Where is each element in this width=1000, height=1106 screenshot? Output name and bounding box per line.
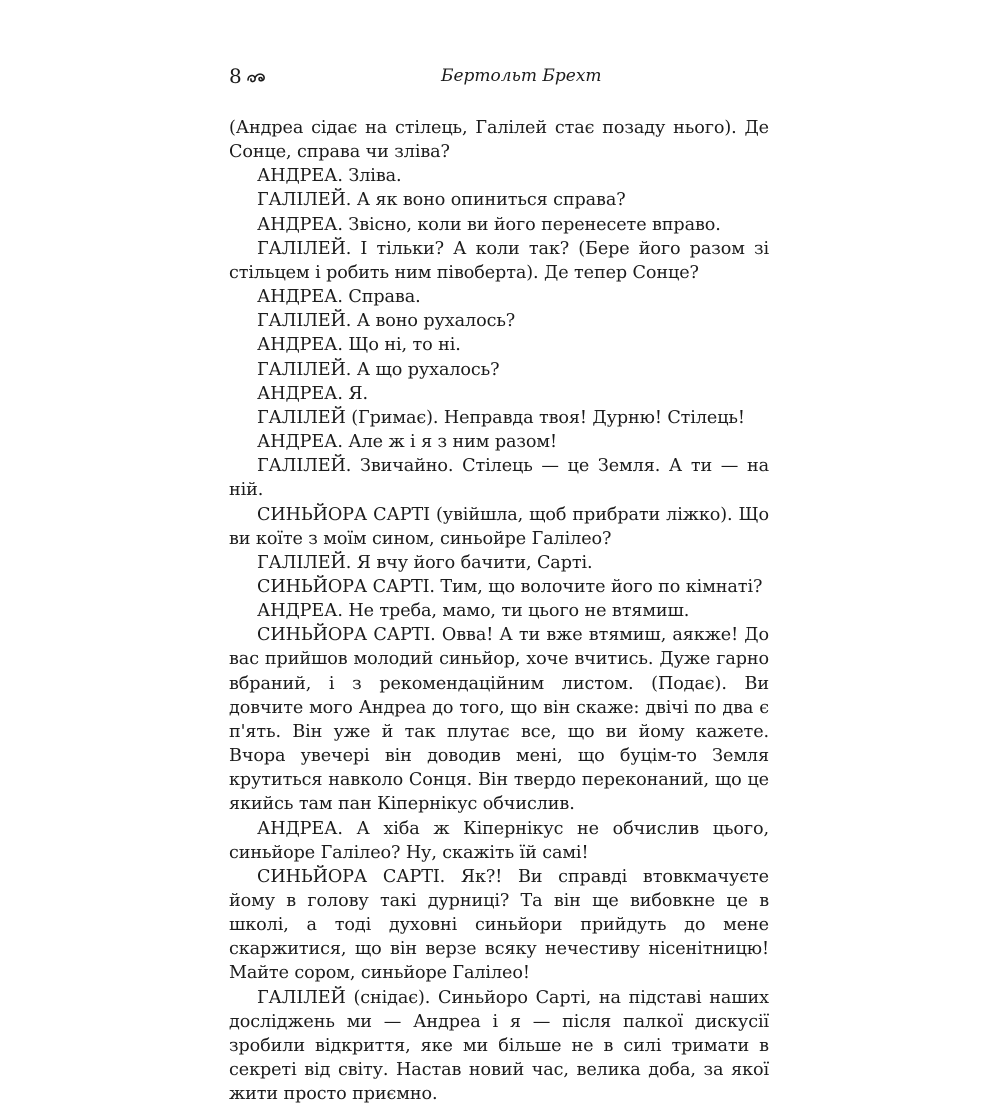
paragraph: СИНЬЙОРА САРТІ. Тим, що волочите його по кімнаті? [257,576,763,597]
page-number: 8 [229,64,242,88]
paragraph: ГАЛІЛЕЙ (Гримає). Неправда твоя! Дурню! Стілець! [257,407,745,428]
paragraph: (Андреа сідає на стілець, Галілей стає позаду нього). Де Сонце, справа чи зліва? [229,118,769,163]
paragraph: ГАЛІЛЕЙ. Я вчу його бачити, Сарті. [257,552,593,573]
page-body [229,116,769,1106]
paragraph: ГАЛІЛЕЙ. І тільки? А коли так? (Бере його разом зі стільцем і робить ним півоберта). Де тепер Сонце? [229,238,769,283]
swirl-ornament-icon [246,70,266,89]
paragraph: АНДРЕА. Не треба, мамо, ти цього не втямиш. [257,601,690,622]
paragraph: ГАЛІЛЕЙ. Звичайно. Стілець — це Земля. А ти — на ній. [229,456,769,501]
paragraph: АНДРЕА. Що ні, то ні. [257,335,461,356]
paragraph: ГАЛІЛЕЙ. А що рухалось? [257,359,500,380]
paragraph: ГАЛІЛЕЙ (снідає). Синьйоро Сарті, на підставі наших досліджень ми — Андреа і я — після палкої дискусії зробили відкриття, яке ми більше не в силі тримати в секреті від світу. Настав новий час, велика доба, за якої жити просто приємно. [229,987,769,1105]
paragraph: СИНЬЙОРА САРТІ. Овва! А ти вже втямиш, аякже! До вас прийшов молодий синьйор, хоче вчитись. Дуже гарно вбраний, і з рекомендаційним листом. (Подає). Ви довчите мого Андреа до того, що він скаже: двічі по два є п'ять. Він уже й так плутає все, що ви йому кажете. Вчора увечері він доводив мені, що буцім-то Земля крутиться навколо Сонця. Він твердо переконаний, що це якийсь там пан Кіпернікус обчислив. [229,625,769,815]
paragraph: СИНЬЙОРА САРТІ (увійшла, щоб прибрати ліжко). Що ви коїте з моїм сином, синьойре Галілео? [229,504,769,549]
paragraph: ГАЛІЛЕЙ. А воно рухалось? [257,311,516,332]
paragraph: ГАЛІЛЕЙ. А як воно опиниться справа? [257,190,626,211]
running-title: Бертольт Брехт [441,66,602,86]
paragraph: АНДРЕА. Я. [257,383,368,404]
paragraph: АНДРЕА. Справа. [257,287,421,308]
page-header [229,62,769,92]
paragraph: АНДРЕА. Звісно, коли ви його перенесете вправо. [257,214,721,235]
paragraph: СИНЬЙОРА САРТІ. Як?! Ви справді втовкмачуєте йому в голову такі дурниці? Та він ще вибовкне це в школі, а тоді духовні синьйори прийдуть до мене скаржитися, що він верзе всяку нечестиву нісенітницю! Майте сором, синьйоре Галілео! [229,866,769,984]
paragraph: АНДРЕА. А хіба ж Кіпернікус не обчислив цього, синьйоре Галілео? Ну, скажіть їй самі! [229,818,769,863]
paragraph: АНДРЕА. Зліва. [257,166,402,187]
paragraph: АНДРЕА. Але ж і я з ним разом! [257,432,557,453]
